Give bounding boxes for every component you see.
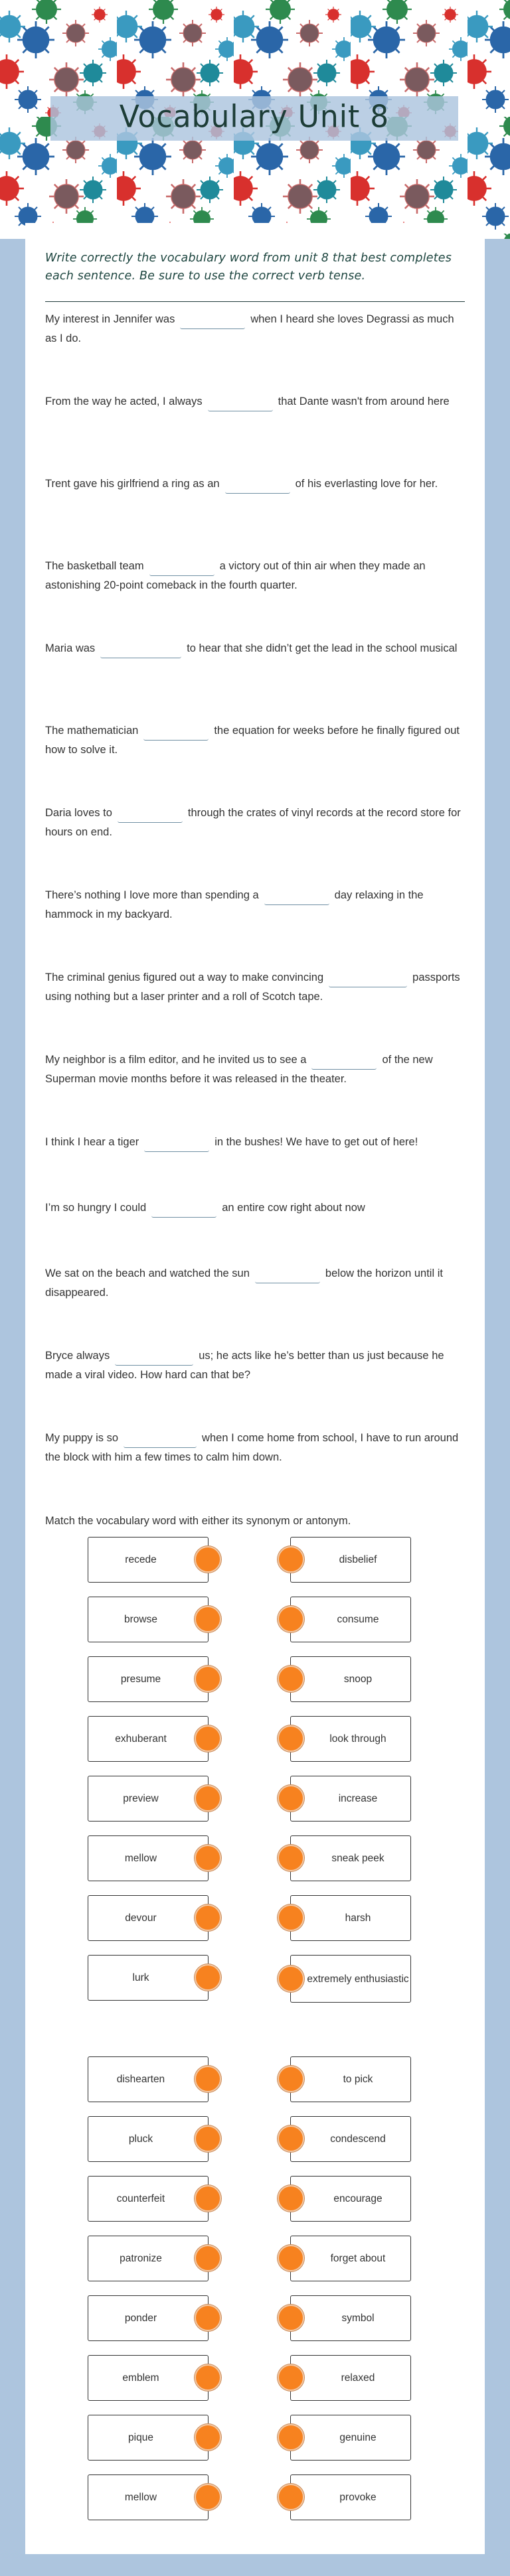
- match-left-item[interactable]: mellow: [88, 1835, 209, 1881]
- connector-dot-right[interactable]: [278, 2305, 304, 2331]
- connector-dot-left[interactable]: [195, 2305, 221, 2331]
- match-right-item[interactable]: condescend: [290, 2116, 411, 2162]
- connector-dot-right[interactable]: [278, 2185, 304, 2212]
- connector-dot-right[interactable]: [278, 2125, 304, 2152]
- sentence-6: The mathematician the equation for weeks before he finally figured out how to solve it.: [45, 725, 460, 756]
- answer-blank-14[interactable]: [115, 1352, 193, 1366]
- match-left-item[interactable]: pluck: [88, 2116, 209, 2162]
- divider: [45, 301, 465, 302]
- connector-dot-right[interactable]: [278, 1606, 304, 1632]
- match-left-item[interactable]: devour: [88, 1895, 209, 1941]
- title-band: [50, 96, 458, 141]
- answer-blank-5[interactable]: [100, 644, 181, 658]
- connector-dot-right[interactable]: [278, 1966, 304, 1992]
- sentence-9: The criminal genius figured out a way to make convincing passports using nothing but a laser printer and a roll of Scotch tape.: [45, 971, 460, 1003]
- answer-blank-1[interactable]: [180, 315, 245, 329]
- sentence-13: We sat on the beach and watched the sun below the horizon until it disappeared.: [45, 1267, 443, 1299]
- sentence-12: I’m so hungry I could an entire cow right about now: [45, 1198, 465, 1218]
- connector-dot-left[interactable]: [195, 2125, 221, 2152]
- connector-dot-left[interactable]: [195, 1904, 221, 1931]
- match-right-item[interactable]: harsh: [290, 1895, 411, 1941]
- answer-blank-11[interactable]: [144, 1138, 209, 1152]
- answer-blank-9[interactable]: [329, 973, 407, 987]
- answer-blank-4[interactable]: [149, 562, 214, 576]
- connector-dot-left[interactable]: [195, 2245, 221, 2271]
- match-right-item[interactable]: to pick: [290, 2056, 411, 2102]
- match-left-item[interactable]: emblem: [88, 2355, 209, 2401]
- match-left-item[interactable]: dishearten: [88, 2056, 209, 2102]
- connector-dot-left[interactable]: [195, 2424, 221, 2451]
- sentence-5: Maria was to hear that she didn’t get the lead in the school musical: [45, 639, 465, 658]
- connector-dot-left[interactable]: [195, 2066, 221, 2092]
- match-left-item[interactable]: presume: [88, 1656, 209, 1702]
- match-left-item[interactable]: counterfeit: [88, 2176, 209, 2222]
- match-right-item[interactable]: relaxed: [290, 2355, 411, 2401]
- answer-blank-2[interactable]: [208, 397, 273, 411]
- match-left-item[interactable]: patronize: [88, 2236, 209, 2281]
- header-banner: [0, 0, 510, 239]
- match-right-item[interactable]: encourage: [290, 2176, 411, 2222]
- answer-blank-15[interactable]: [124, 1434, 197, 1448]
- connector-dot-right[interactable]: [278, 2484, 304, 2510]
- match-right-item[interactable]: disbelief: [290, 1537, 411, 1583]
- match-left-item[interactable]: exhuberant: [88, 1716, 209, 1762]
- sentence-1: My interest in Jennifer was when I heard she loves Degrassi as much as I do.: [45, 313, 454, 344]
- connector-dot-left[interactable]: [195, 1785, 221, 1812]
- match-left-item[interactable]: ponder: [88, 2295, 209, 2341]
- connector-dot-left[interactable]: [195, 1666, 221, 1692]
- connector-dot-left[interactable]: [195, 1845, 221, 1871]
- match-right-item[interactable]: genuine: [290, 2415, 411, 2461]
- connector-dot-left[interactable]: [195, 1546, 221, 1573]
- match-left-item[interactable]: mellow: [88, 2474, 209, 2520]
- connector-dot-right[interactable]: [278, 1546, 304, 1573]
- sentence-11: I think I hear a tiger in the bushes! We have to get out of here!: [45, 1133, 465, 1152]
- page-title: Vocabulary Unit 8: [119, 99, 390, 135]
- connector-dot-left[interactable]: [195, 1964, 221, 1991]
- connector-dot-left[interactable]: [195, 1725, 221, 1752]
- answer-blank-3[interactable]: [225, 480, 290, 494]
- answer-blank-6[interactable]: [143, 727, 209, 741]
- connector-dot-left[interactable]: [195, 2185, 221, 2212]
- match-left-item[interactable]: recede: [88, 1537, 209, 1583]
- sentence-10: My neighbor is a film editor, and he invited us to see a of the new Superman movie months before it was released in the theater.: [45, 1054, 433, 1085]
- match-right-item[interactable]: consume: [290, 1597, 411, 1642]
- sentence-3: Trent gave his girlfriend a ring as an of his everlasting love for her.: [45, 474, 465, 494]
- match-right-item[interactable]: look through: [290, 1716, 411, 1762]
- match-left-item[interactable]: browse: [88, 1597, 209, 1642]
- match-right-item[interactable]: snoop: [290, 1656, 411, 1702]
- connector-dot-left[interactable]: [195, 1606, 221, 1632]
- connector-dot-right[interactable]: [278, 2424, 304, 2451]
- answer-blank-13[interactable]: [255, 1269, 320, 1283]
- match-right-item[interactable]: symbol: [290, 2295, 411, 2341]
- matching-instructions: Match the vocabulary word with either its synonym or antonym.: [45, 1515, 351, 1527]
- connector-dot-right[interactable]: [278, 1904, 304, 1931]
- connector-dot-right[interactable]: [278, 1785, 304, 1812]
- match-right-item[interactable]: extremely enthusiastic: [290, 1955, 411, 2003]
- connector-dot-right[interactable]: [278, 1845, 304, 1871]
- match-right-item[interactable]: provoke: [290, 2474, 411, 2520]
- sentence-15: My puppy is so when I come home from school, I have to run around the block with him a few times to calm him down.: [45, 1432, 459, 1463]
- connector-dot-left[interactable]: [195, 2364, 221, 2391]
- sentence-2: From the way he acted, I always that Dante wasn't from around here: [45, 392, 465, 411]
- match-left-item[interactable]: pique: [88, 2415, 209, 2461]
- match-left-item[interactable]: preview: [88, 1776, 209, 1822]
- connector-dot-right[interactable]: [278, 2245, 304, 2271]
- match-right-item[interactable]: increase: [290, 1776, 411, 1822]
- sentence-4: The basketball team a victory out of thin air when they made an astonishing 20-point comeback in the fourth quarter.: [45, 560, 426, 591]
- connector-dot-right[interactable]: [278, 2364, 304, 2391]
- sentence-14: Bryce always us; he acts like he’s better than us just because he made a viral video. How hard can that be?: [45, 1350, 444, 1381]
- answer-blank-8[interactable]: [264, 891, 329, 905]
- connector-dot-left[interactable]: [195, 2484, 221, 2510]
- answer-blank-10[interactable]: [311, 1056, 377, 1070]
- sentence-8: There’s nothing I love more than spending a day relaxing in the hammock in my backyard.: [45, 889, 424, 920]
- sentence-7: Daria loves to through the crates of vinyl records at the record store for hours on end.: [45, 807, 461, 838]
- connector-dot-right[interactable]: [278, 1725, 304, 1752]
- match-right-item[interactable]: sneak peek: [290, 1835, 411, 1881]
- connector-dot-right[interactable]: [278, 1666, 304, 1692]
- instructions-text: Write correctly the vocabulary word from unit 8 that best completes each sentence. Be sure to use the correct verb tense.: [45, 251, 452, 283]
- match-right-item[interactable]: forget about: [290, 2236, 411, 2281]
- worksheet-card: [25, 223, 485, 2554]
- match-left-item[interactable]: lurk: [88, 1955, 209, 2001]
- answer-blank-12[interactable]: [151, 1204, 216, 1218]
- answer-blank-7[interactable]: [118, 809, 183, 823]
- connector-dot-right[interactable]: [278, 2066, 304, 2092]
